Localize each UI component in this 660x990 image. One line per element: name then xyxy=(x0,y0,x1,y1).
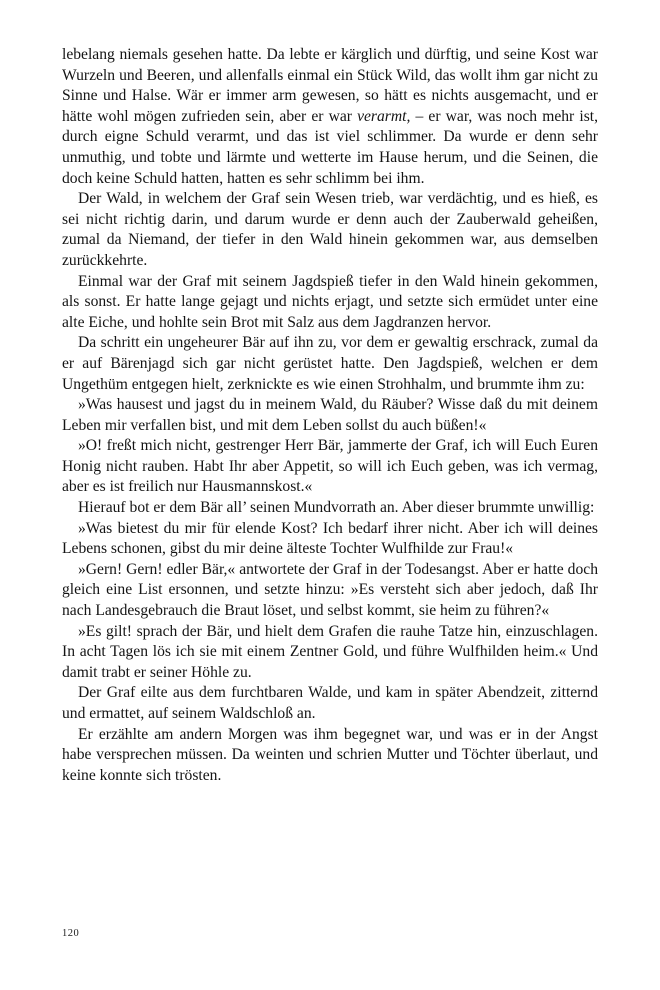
text-run: »Was hausest und jagst du in meinem Wald, du Räuber? Wisse daß du mit deinem Leben mir verfallen bist, und mit dem Leben sollst du auch büßen!« xyxy=(62,396,598,434)
paragraph xyxy=(62,622,598,684)
text-run: Er erzählte am andern Morgen was ihm begegnet war, und was er in der Angst habe versprechen müssen. Da weinten und schrien Mutter und Töchter überlaut, und keine konnte sich trösten. xyxy=(62,725,598,784)
paragraph xyxy=(62,725,598,787)
paragraph xyxy=(62,45,598,189)
text-run: Der Wald, in welchem der Graf sein Wesen trieb, war verdächtig, und es hieß, es sei nicht richtig darin, und darum wurde er denn auch der Zauberwald geheißen, zumal da Niemand, der tiefer in den Wald hinein gekommen war, aus demselben zurückkehrte. xyxy=(62,190,598,269)
paragraph xyxy=(62,560,598,622)
text-run: »Gern! Gern! edler Bär,« antwortete der Graf in der Todesangst. Aber er hatte doch gleich eine List ersonnen, und setzte hinzu: »Es versteht sich aber jedoch, daß Ihr nach Landesgebrauch die Braut löset, und selbst kommt, sie heim zu führen?« xyxy=(62,560,598,620)
paragraph xyxy=(62,395,598,436)
page-text xyxy=(62,45,598,786)
text-run: Der Graf eilte aus dem furchtbaren Walde, und kam in später Abendzeit, zitternd und ermattet, auf seinem Waldschloß an. xyxy=(62,684,598,722)
text-run: lebelang niemals gesehen hatte. Da lebte er kärglich und dürftig, und seine Kost war Wurzeln und Beeren, und allenfalls einmal ein Stück Wild, das wollt ihm gar nicht zu Sinne und Halse. Wär er immer arm gewesen, so hätt es nichts ausgemacht, und er hätte wohl mögen zufrieden sein, aber er war xyxy=(62,46,598,125)
text-run: Da schritt ein ungeheurer Bär auf ihn zu, vor dem er gewaltig erschrack, zumal da er auf Bärenjagd sich gar nicht gerüstet hatte. Den Jagdspieß, welchen er dem Ungethüm entgegen hielt, zerknickte es wie einen Strohhalm, und brummte ihm zu: xyxy=(62,334,598,393)
italic-text-run: verarmt, xyxy=(357,107,411,125)
paragraph xyxy=(62,436,598,498)
text-run: »Was bietest du mir für elende Kost? Ich bedarf ihrer nicht. Aber ich will deines Lebens schonen, gibst du mir deine älteste Tochter Wulfhilde zur Frau!« xyxy=(62,519,598,558)
paragraph xyxy=(62,272,598,334)
text-run: »O! freßt mich nicht, gestrenger Herr Bär, jammerte der Graf, ich will Euch Euren Honig nicht rauben. Habt Ihr aber Appetit, so will ich Euch geben, was ich vermag, aber es ist freilich nur Hausmannskost.« xyxy=(62,437,598,496)
paragraph xyxy=(62,683,598,724)
paragraph xyxy=(62,333,598,395)
page-number: 120 xyxy=(62,928,80,939)
paragraph xyxy=(62,498,598,519)
paragraph xyxy=(62,519,598,560)
text-run: – er war, was noch mehr ist, durch eigne Schuld verarmt, und das ist viel schlimmer. Da wurde er denn sehr unmuthig, und tobte und lärmte und wetterte im Hause herum, und die Seinen, die doch keine Schuld hatten, hatten es sehr schlimm bei ihm. xyxy=(62,107,598,187)
text-run: Hierauf bot er dem Bär all’ seinen Mundvorrath an. Aber dieser brummte unwillig: xyxy=(78,499,595,517)
text-run: Einmal war der Graf mit seinem Jagdspieß tiefer in den Wald hinein gekommen, als sonst. Er hatte lange gejagt und nichts erjagt, und setzte sich ermüdet unter eine alte Eiche, und hohlte sein Brot mit Salz aus dem Jagdranzen hervor. xyxy=(62,272,598,331)
text-run: »Es gilt! sprach der Bär, und hielt dem Grafen die rauhe Tatze hin, einzuschlagen. In acht Tagen lös ich sie mit einem Zentner Gold, und führe Wulfhilden heim.« Und damit trabt er seiner Höhle zu. xyxy=(62,622,598,681)
paragraph xyxy=(62,189,598,271)
